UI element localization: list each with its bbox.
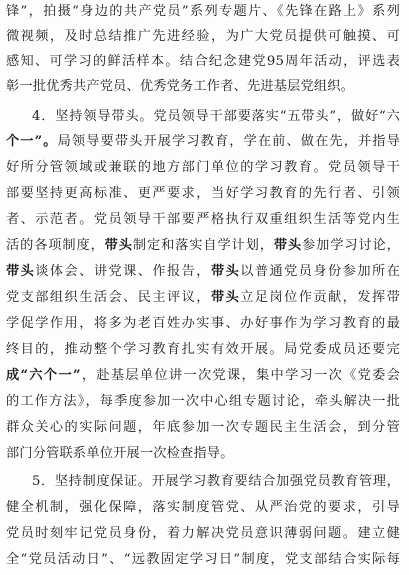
text-line — [6, 27, 400, 47]
text-line — [6, 340, 400, 360]
text-line — [6, 524, 400, 544]
text-line — [6, 236, 400, 256]
text-run: 者、示范者。党员领导干部要严格执行双重组织生活等党内生 — [6, 212, 400, 227]
bold-phrase: 成“六个一” — [6, 368, 81, 383]
text-run: 5．坚持制度保证。开展学习教育要结合加强党员教育管理， — [32, 474, 400, 489]
text-run: 参加学习讨论， — [302, 238, 401, 253]
text-run: 锋”，拍摄“身边的共产党员”系列专题片、《先锋在路上》系列 — [6, 4, 400, 19]
text-run: 健全机制，强化保障，落实制度管党、从严治党的要求，引导 — [6, 500, 400, 515]
text-run: 学促学作用，将多为老百姓办实事、办好事作为学习教育的最 — [6, 316, 400, 331]
text-run: 局领导要带头开展学习教育，学在前、做在先，并指导 — [57, 134, 400, 149]
text-line — [6, 498, 400, 518]
bold-phrase: 带头 — [210, 264, 241, 279]
text-line — [6, 262, 400, 282]
text-line — [6, 184, 400, 204]
text-run: 群众关心的实际问题，年底参加一次专题民主生活会，到分管 — [6, 420, 400, 435]
text-line — [6, 418, 400, 438]
text-line — [6, 444, 400, 464]
text-run: 部要坚持更高标准、更严要求，当好学习教育的先行者、引领 — [6, 186, 400, 201]
text-run: 部门分管联系单位开展一次检查指导。 — [6, 446, 234, 461]
text-run: 党支部组织生活会、民主评议， — [6, 290, 211, 305]
text-run: 谈体会、讲党课、作报告， — [35, 264, 211, 279]
text-line — [6, 550, 400, 570]
text-run: ，赴基层单位讲一次党课，集中学习一次《党委会 — [80, 368, 400, 383]
text-run: 立足岗位作贡献，发挥带 — [240, 290, 400, 305]
text-line — [6, 314, 400, 334]
text-line — [6, 210, 400, 230]
text-line — [32, 107, 400, 127]
bold-phrase: 带头 — [6, 264, 36, 279]
text-line — [6, 77, 400, 97]
text-run: 的工作方法》，每季度参加一次中心组专题讨论，牵头解决一批 — [6, 394, 400, 409]
text-line — [6, 2, 400, 22]
bold-phrase: 带头 — [210, 290, 241, 305]
text-line — [6, 366, 400, 386]
text-line — [6, 52, 400, 72]
text-run: 终目的，推动整个学习教育扎实有效开展。局党委成员还要完 — [6, 342, 400, 357]
text-run: 4．坚持领导带头。党员领导干部要落实“五带头”，做好“六 — [32, 109, 400, 124]
text-run: 微视频，及时总结推广先进经验，为广大党员提供可触摸、可 — [6, 29, 400, 44]
text-run: 活的各项制度， — [6, 238, 105, 253]
bold-phrase: 个一”。 — [6, 134, 58, 149]
text-run: 彰一批优秀共产党员、优秀党务工作者、先进基层党组织。 — [6, 79, 355, 94]
text-run: 全“党员活动日”、“远教固定学习日”制度，党支部结合实际每 — [6, 552, 400, 567]
text-line — [6, 392, 400, 412]
text-line — [32, 472, 400, 492]
text-run: 党员时刻牢记党员身份，着力解决党员意识薄弱问题。建立健 — [6, 526, 400, 541]
text-run: 感知、可学习的鲜活样本。结合纪念建党95周年活动，评选表 — [6, 54, 400, 69]
bold-phrase: 带头 — [104, 238, 133, 253]
text-line — [6, 158, 400, 178]
text-line — [6, 288, 400, 308]
text-run: 好所分管领域或兼联的地方部门单位的学习教育。党员领导干 — [6, 160, 400, 175]
text-run: 以普通党员身份参加所在 — [240, 264, 400, 279]
bold-phrase: 带头 — [273, 238, 303, 253]
text-run: 制定和落实自学计划， — [132, 238, 274, 253]
text-line — [6, 132, 400, 152]
